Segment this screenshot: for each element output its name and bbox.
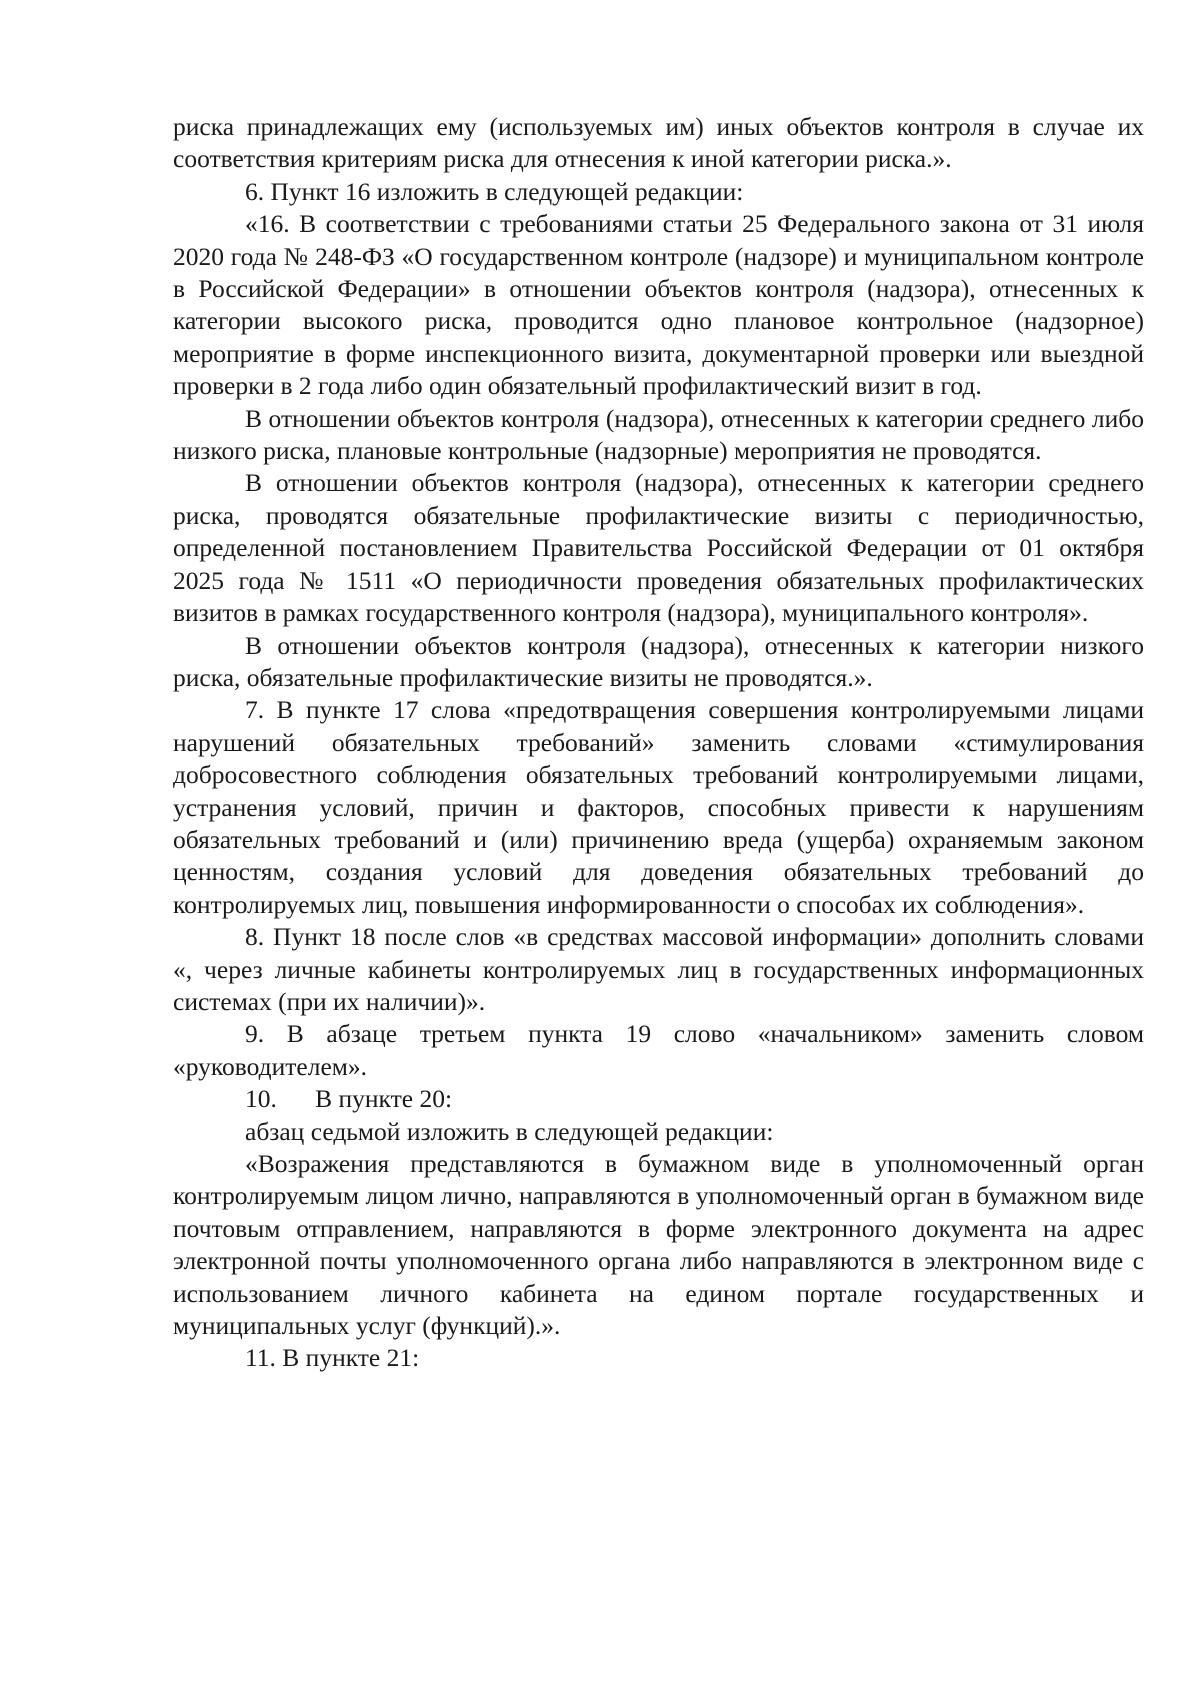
paragraph-item-11: 11. В пункте 21: xyxy=(245,1343,420,1373)
paragraph-item-6-quote-1: «16. В соответствии с требованиями статьи 25 Федерального закона от 31 июля 2020 года № 248-ФЗ «О государственном контроле (надзоре) и муниципальном контроле в Российской Федерации» в отношении объектов контроля (надзора), отнесенных к категории высокого риска, проводится одно плановое контрольное (надзорное) мероприятие в форме инспекционного визита, документарной проверки или выездной проверки в 2 года либо один обязательный профилактический визит в год. xyxy=(173,209,1144,401)
paragraph-item-6-quote-4: В отношении объектов контроля (надзора), отнесенных к категории низкого риска, обязательные профилактические визиты не проводятся.». xyxy=(173,630,1144,692)
paragraph-item-8: 8. Пункт 18 после слов «в средствах массовой информации» дополнить словами «, через личные кабинеты контролируемых лиц в государственных информационных системах (при их наличии)». xyxy=(173,922,1144,1016)
paragraph-item-9: 9. В абзаце третьем пункта 19 слово «начальником» заменить словом «руководителем». xyxy=(173,1019,1144,1081)
paragraph-item-6-quote-3: В отношении объектов контроля (надзора), отнесенных к категории среднего риска, проводятся обязательные профилактические визиты с периодичностью, определенной постановлением Правительства Российской Федерации от 01 октября 2025 года № 1511 «О периодичности проведения обязательных профилактических визитов в рамках государственного контроля (надзора), муниципального контроля». xyxy=(173,468,1144,628)
paragraph-risk-continuation: риска принадлежащих ему (используемых им) иных объектов контроля в случае их соответствия критериям риска для отнесения к иной категории риска.». xyxy=(173,112,1144,174)
paragraph-item-6-quote-2: В отношении объектов контроля (надзора), отнесенных к категории среднего либо низкого риска, плановые контрольные (надзорные) мероприятия не проводятся. xyxy=(173,403,1144,466)
paragraph-item-10-subitem: абзац седьмой изложить в следующей редакции: xyxy=(245,1116,774,1146)
paragraph-item-10: 10. В пункте 20: xyxy=(245,1084,453,1114)
paragraph-item-6: 6. Пункт 16 изложить в следующей редакции: xyxy=(245,176,744,206)
document-body xyxy=(173,111,1144,1375)
paragraph-item-10-quote: «Возражения представляются в бумажном виде в уполномоченный орган контролируемым лицом лично, направляются в уполномоченный орган в бумажном виде почтовым отправлением, направляются в форме электронного документа на адрес электронной почты уполномоченного органа либо направляются в электронном виде с использованием личного кабинета на едином портале государственных и муниципальных услуг (функций).». xyxy=(173,1149,1144,1341)
paragraph-item-7: 7. В пункте 17 слова «предотвращения совершения контролируемыми лицами нарушений обязательных требований» заменить словами «стимулирования добросовестного соблюдения обязательных требований контролируемыми лицами, устранения условий, причин и факторов, способных привести к нарушениям обязательных требований и (или) причинению вреда (ущерба) охраняемым законом ценностям, создания условий для доведения обязательных требований до контролируемых лиц, повышения информированности о способах их соблюдения». xyxy=(173,695,1144,919)
